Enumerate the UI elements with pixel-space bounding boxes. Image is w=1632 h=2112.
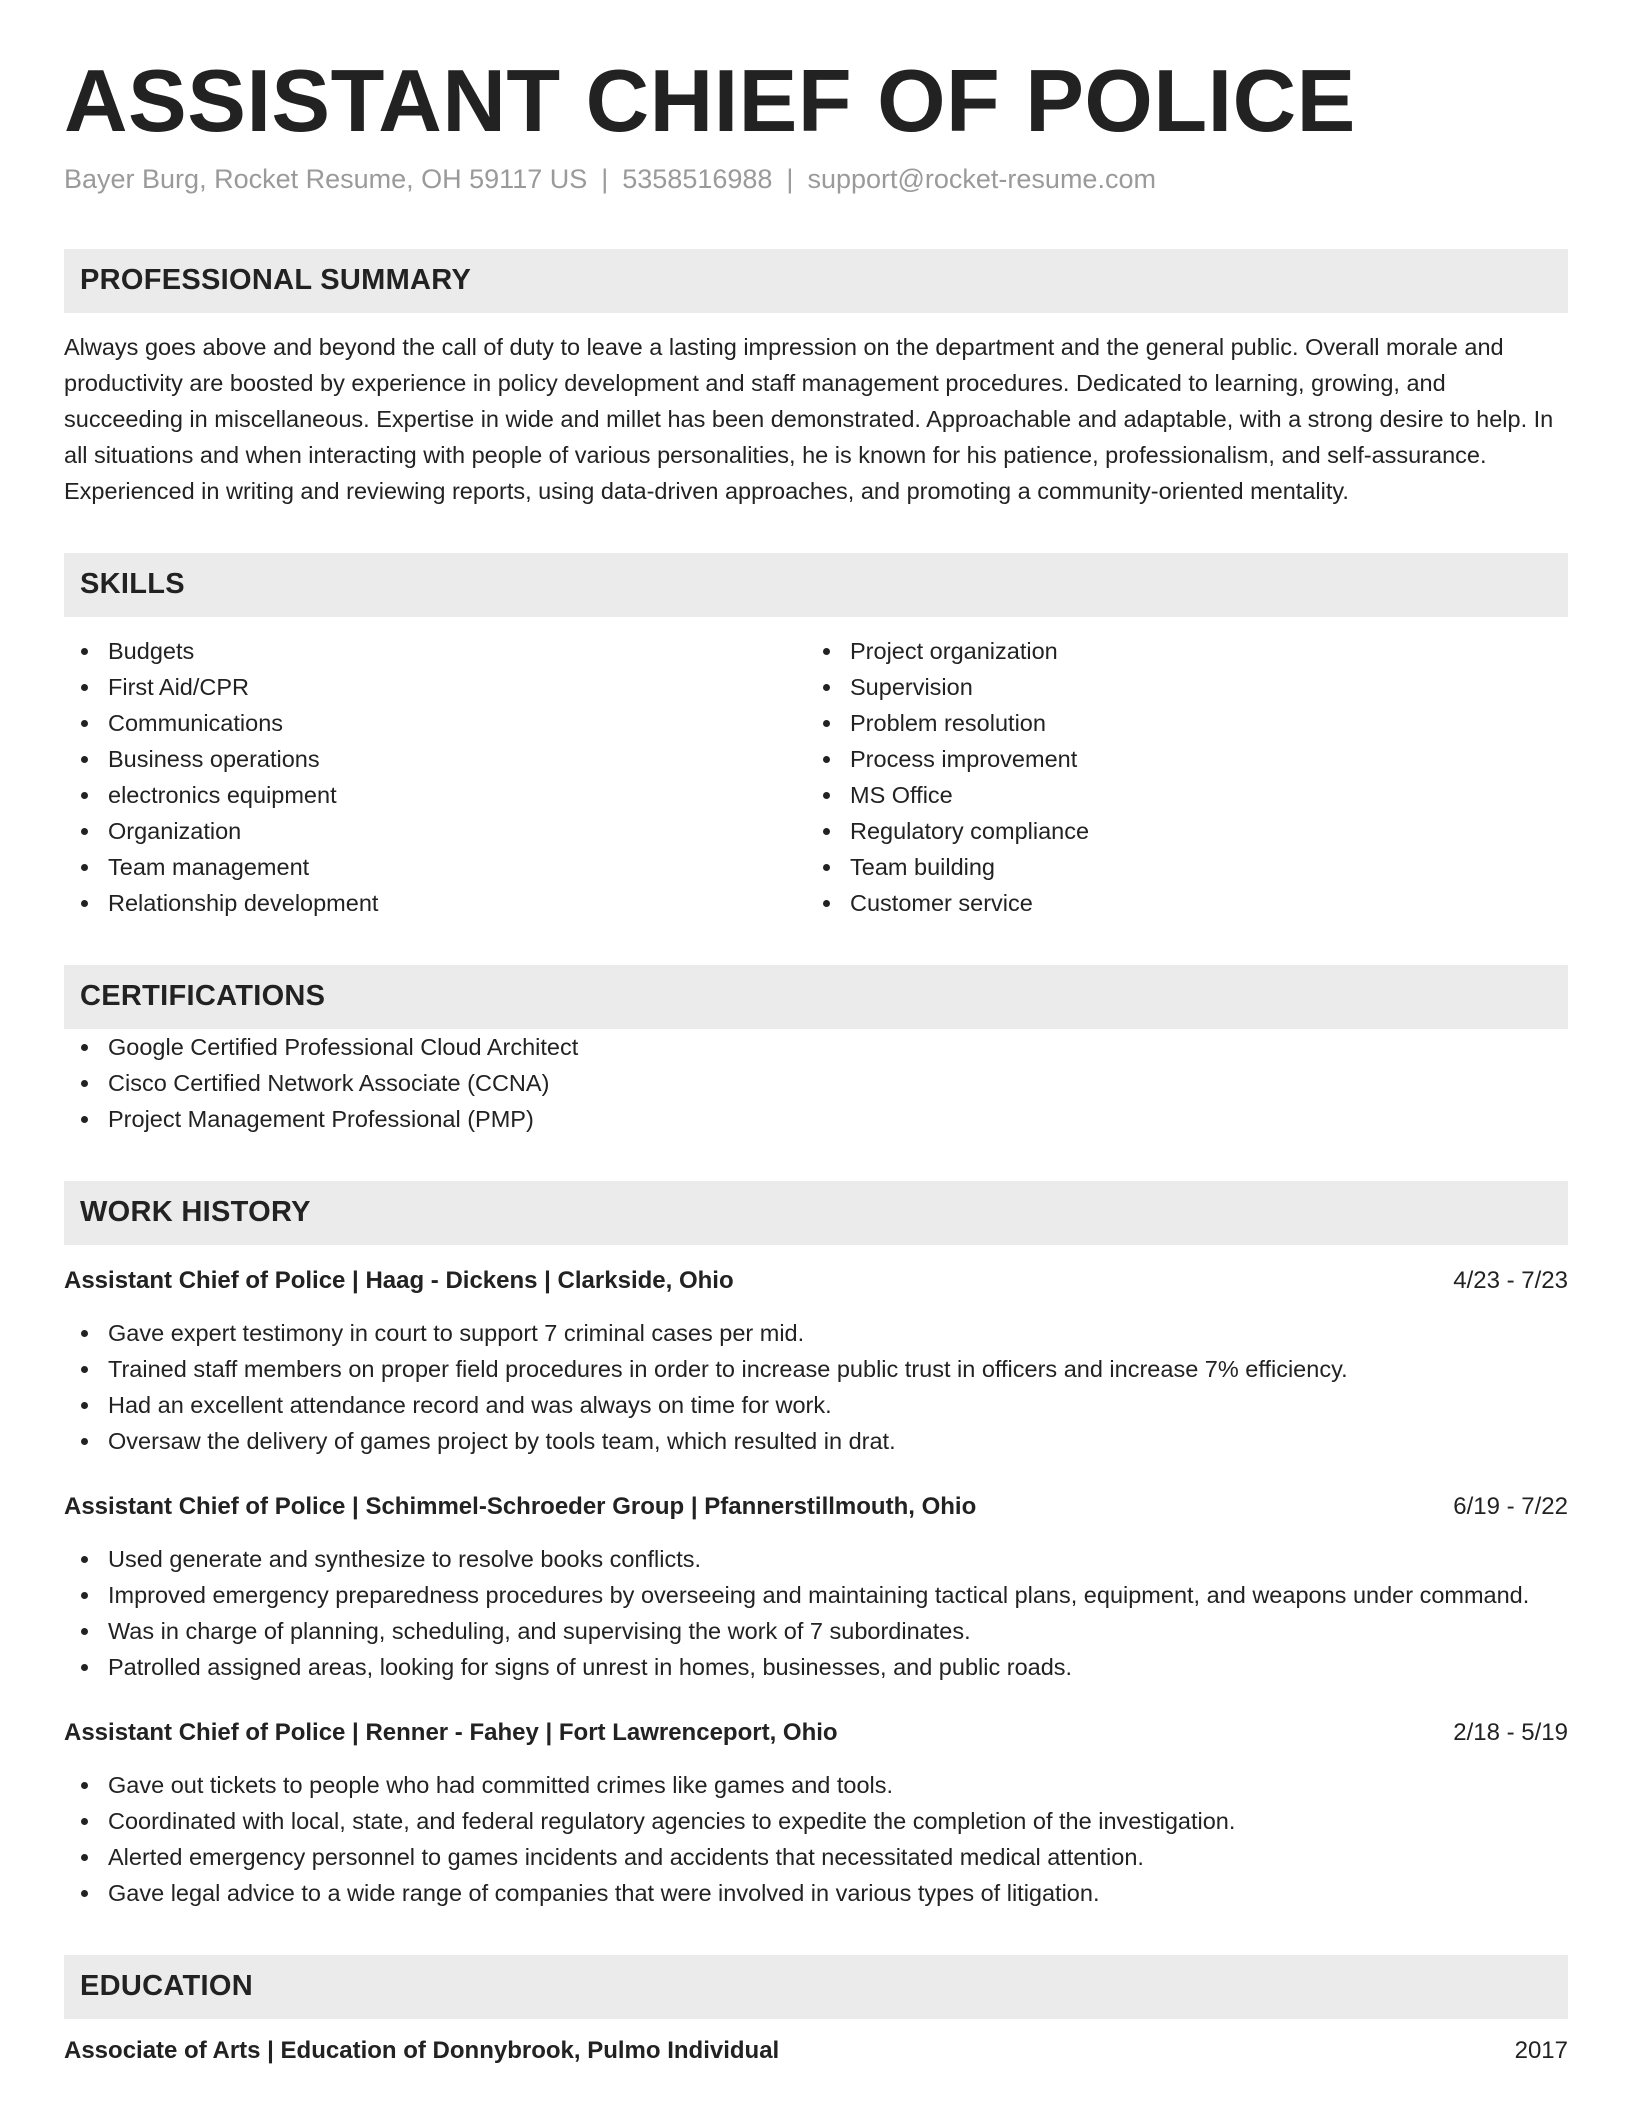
contact-separator: | (786, 164, 794, 195)
skill-item: Process improvement (806, 741, 1548, 777)
job-bullet: Patrolled assigned areas, looking for signs of unrest in homes, businesses, and public roads. (64, 1649, 1568, 1685)
job-title: Assistant Chief of Police | Schimmel-Schroeder Group | Pfannerstillmouth, Ohio (64, 1492, 977, 1520)
job-bullet: Had an excellent attendance record and was always on time for work. (64, 1387, 1568, 1423)
resume-page (64, 50, 1568, 2069)
skill-item: electronics equipment (64, 777, 806, 813)
skill-item: Business operations (64, 741, 806, 777)
education-degree: Associate of Arts | Education of Donnybrook, Pulmo Individual (64, 2036, 780, 2064)
job-entry (64, 1263, 1568, 1459)
skill-item: Budgets (64, 633, 806, 669)
contact-line (64, 161, 1568, 199)
job-entry (64, 1715, 1568, 1911)
certifications-list (64, 1029, 1568, 1137)
job-dates: 6/19 - 7/22 (1453, 1492, 1568, 1520)
skill-item: Team building (806, 849, 1548, 885)
skill-item: Project organization (806, 633, 1548, 669)
job-title: Assistant Chief of Police | Haag - Dickens | Clarkside, Ohio (64, 1266, 734, 1294)
skill-item: Relationship development (64, 885, 806, 921)
certification-item: Google Certified Professional Cloud Architect (64, 1029, 1568, 1065)
job-bullets (64, 1541, 1568, 1685)
certification-item: Cisco Certified Network Associate (CCNA) (64, 1065, 1568, 1101)
contact-phone: 5358516988 (622, 164, 773, 195)
contact-address: Bayer Burg, Rocket Resume, OH 59117 US (64, 164, 588, 195)
job-dates: 2/18 - 5/19 (1453, 1718, 1568, 1746)
skills-left-list (64, 633, 806, 921)
skills-grid (64, 633, 1568, 921)
skill-item: Team management (64, 849, 806, 885)
job-bullet: Oversaw the delivery of games project by tools team, which resulted in drat. (64, 1423, 1568, 1459)
job-bullet: Improved emergency preparedness procedures by overseeing and maintaining tactical plans, equipment, and weapons under command. (64, 1577, 1568, 1613)
skills-right-list (806, 633, 1548, 921)
job-bullet: Alerted emergency personnel to games incidents and accidents that necessitated medical attention. (64, 1839, 1568, 1875)
candidate-name: ASSISTANT CHIEF OF POLICE (64, 51, 1356, 150)
skill-item: Problem resolution (806, 705, 1548, 741)
job-bullet: Was in charge of planning, scheduling, and supervising the work of 7 subordinates. (64, 1613, 1568, 1649)
skill-item: Customer service (806, 885, 1548, 921)
job-bullet: Gave legal advice to a wide range of companies that were involved in various types of litigation. (64, 1875, 1568, 1911)
work-history-heading: WORK HISTORY (64, 1181, 1568, 1245)
job-bullet: Trained staff members on proper field procedures in order to increase public trust in officers and increase 7% efficiency. (64, 1351, 1568, 1387)
job-header (64, 1263, 1568, 1299)
contact-email[interactable]: support@rocket-resume.com (807, 164, 1156, 195)
skill-item: MS Office (806, 777, 1548, 813)
skill-item: Communications (64, 705, 806, 741)
job-bullet: Gave expert testimony in court to support 7 criminal cases per mid. (64, 1315, 1568, 1351)
summary-text: Always goes above and beyond the call of duty to leave a lasting impression on the department and the general public. Overall morale and productivity are boosted by experience in policy development and staff management procedures. Dedicated to learning, growing, and succeeding in miscellaneous. Expertise in wide and millet has been demonstrated. Approachable and adaptable, with a strong desire to help. In all situations and when interacting with people of various personalities, he is known for his patience, professionalism, and self-assurance. Experienced in writing and reviewing reports, using data-driven approaches, and promoting a community-oriented mentality. (64, 333, 1554, 504)
education-heading: EDUCATION (64, 1955, 1568, 2019)
skill-item: Supervision (806, 669, 1548, 705)
skills-heading: SKILLS (64, 553, 1568, 617)
skill-item: Regulatory compliance (806, 813, 1548, 849)
certifications-heading: CERTIFICATIONS (64, 965, 1568, 1029)
job-title: Assistant Chief of Police | Renner - Fahey | Fort Lawrenceport, Ohio (64, 1718, 838, 1746)
job-bullets (64, 1767, 1568, 1911)
skill-item: First Aid/CPR (64, 669, 806, 705)
skill-item: Organization (64, 813, 806, 849)
certification-item: Project Management Professional (PMP) (64, 1101, 1568, 1137)
job-entry (64, 1489, 1568, 1685)
summary-heading: PROFESSIONAL SUMMARY (64, 249, 1568, 313)
job-bullet: Used generate and synthesize to resolve books conflicts. (64, 1541, 1568, 1577)
job-dates: 4/23 - 7/23 (1453, 1266, 1568, 1294)
contact-separator: | (601, 164, 609, 195)
job-bullet: Gave out tickets to people who had committed crimes like games and tools. (64, 1767, 1568, 1803)
job-bullet: Coordinated with local, state, and federal regulatory agencies to expedite the completion of the investigation. (64, 1803, 1568, 1839)
education-year: 2017 (1514, 2036, 1568, 2064)
job-header (64, 1489, 1568, 1525)
education-entry (64, 2033, 1568, 2069)
job-header (64, 1715, 1568, 1751)
job-bullets (64, 1315, 1568, 1459)
